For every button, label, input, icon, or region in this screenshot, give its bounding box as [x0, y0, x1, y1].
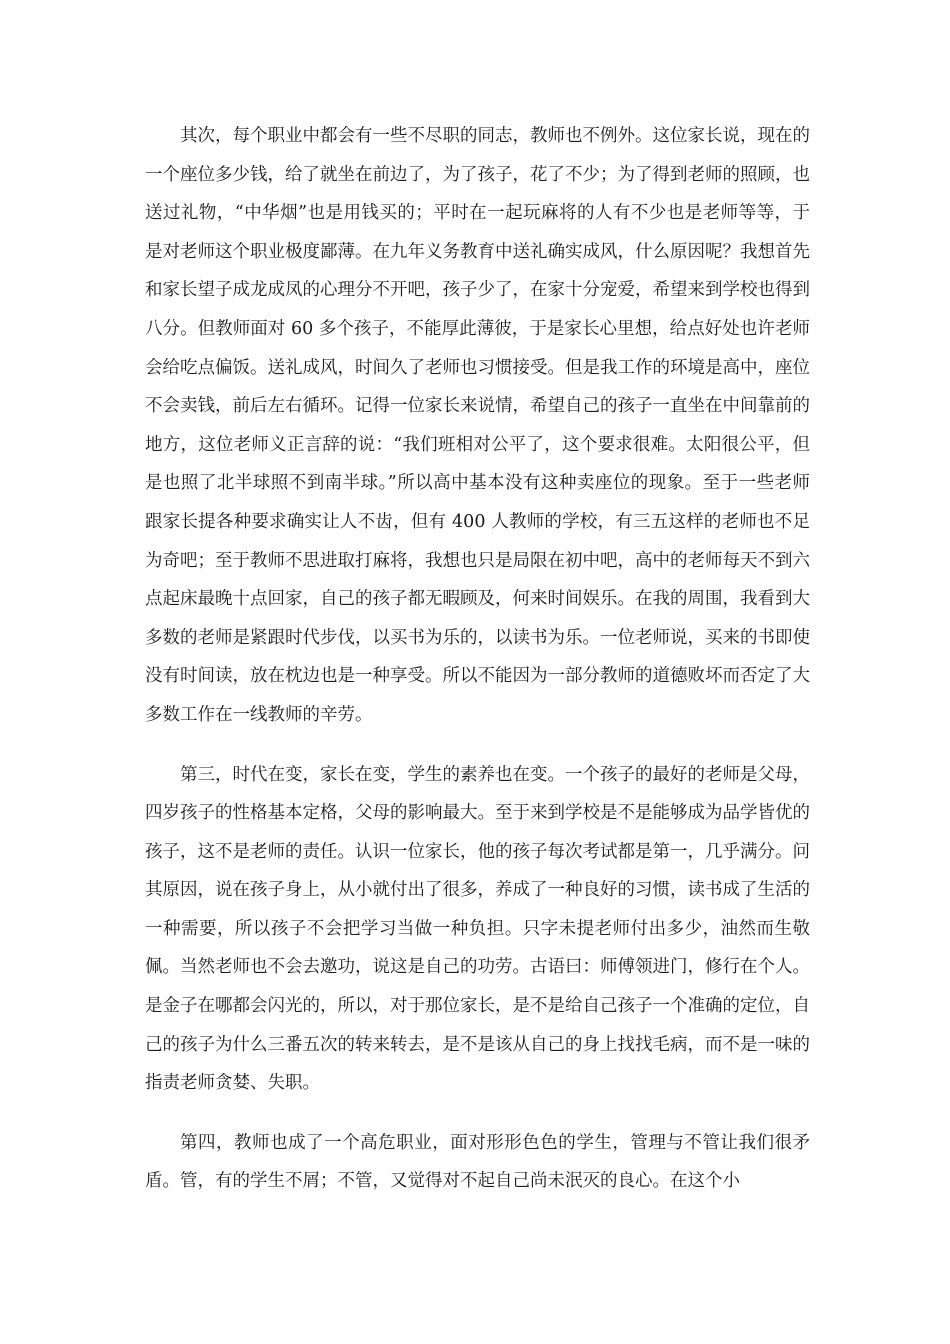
document-body — [145, 117, 810, 1201]
paragraph-3: 第四，教师也成了一个高危职业，面对形形色色的学生，管理与不管让我们很矛盾。管，有的学生不屑；不管，又觉得对不起自己尚未泯灭的良心。在这个小 — [145, 1132, 810, 1192]
paragraph-2: 第三，时代在变，家长在变，学生的素养也在变。一个孩子的最好的老师是父母，四岁孩子的性格基本定格，父母的影响最大。至于来到学校是不是能够成为品学皆优的孩子，这不是老师的责任。认识一位家长，他的孩子每次考试都是第一，几乎满分。问其原因，说在孩子身上，从小就付出了很多，养成了一种良好的习惯，读书成了生活的一种需要，所以孩子不会把学习当做一种负担。只字未提老师付出多少，油然而生敬佩。当然老师也不会去邀功，说这是自己的功劳。古语曰：师傅领进门，修行在个人。是金子在哪都会闪光的，所以，对于那位家长，是不是给自己孩子一个准确的定位，自己的孩子为什么三番五次的转来转去，是不是该从自己的身上找找毛病，而不是一味的指责老师贪婪、失职。 — [145, 764, 810, 1094]
paragraph-1: 其次，每个职业中都会有一些不尽职的同志，教师也不例外。这位家长说，现在的一个座位多少钱，给了就坐在前边了，为了孩子，花了不少；为了得到老师的照顾，也送过礼物，“中华烟”也是用钱买的；平时在一起玩麻将的人有不少也是老师等等，于是对老师这个职业极度鄙薄。在九年义务教育中送礼确实成风，什么原因呢？我想首先和家长望子成龙成凤的心理分不开吧，孩子少了，在家十分宠爱，希望来到学校也得到八分。但教师面对 60 多个孩子，不能厚此薄彼，于是家长心里想，给点好处也许老师会给吃点偏饭。送礼成风，时间久了老师也习惯接受。但是我工作的环境是高中，座位不会卖钱，前后左右循环。记得一位家长来说情，希望自己的孩子一直坐在中间靠前的地方，这位老师义正言辞的说：“我们班相对公平了，这个要求很难。太阳很公平，但是也照了北半球照不到南半球。”所以高中基本没有这种卖座位的现象。至于一些老师跟家长提各种要求确实让人不齿，但有 400 人教师的学校，有三五这样的老师也不足为奇吧；至于教师不思进取打麻将，我想也只是局限在初中吧，高中的老师每天不到六点起床最晚十点回家，自己的孩子都无暇顾及，何来时间娱乐。在我的周围，我看到大多数的老师是紧跟时代步伐，以买书为乐的，以读书为乐。一位老师说，买来的书即使没有时间读，放在枕边也是一种享受。所以不能因为一部分教师的道德败坏而否定了大多数工作在一线教师的辛劳。 — [145, 126, 810, 725]
